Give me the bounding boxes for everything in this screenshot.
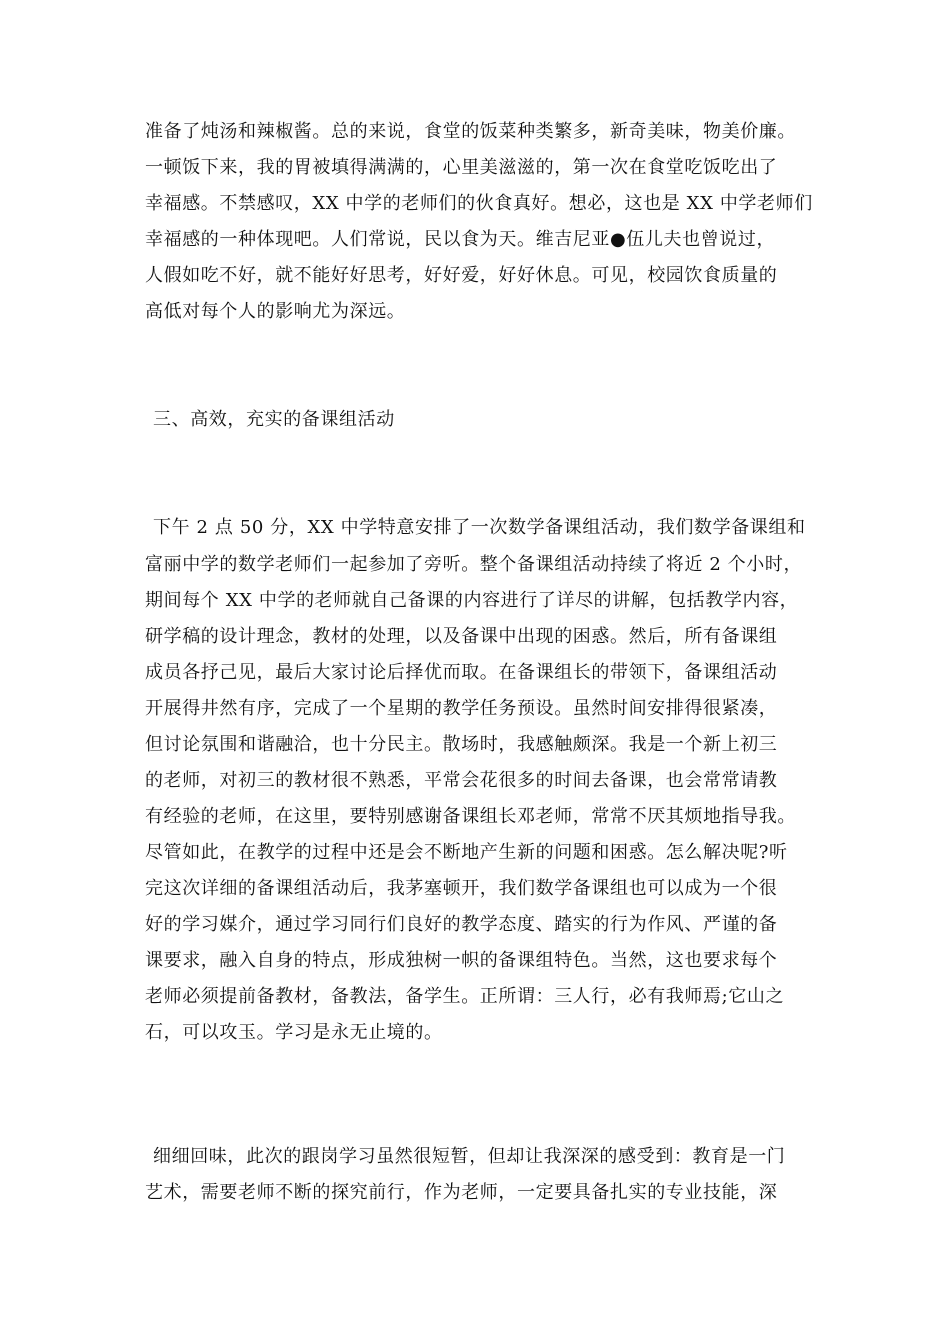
text-line: 石，可以攻玉。学习是永无止境的。 — [145, 1022, 443, 1043]
text-line: 幸福感的一种体现吧。人们常说，民以食为天。维吉尼亚●伍儿夫也曾说过， — [145, 229, 776, 250]
text-line: 一顿饭下来，我的胃被填得满满的，心里美滋滋的，第一次在食堂吃饭吃出了 — [145, 157, 778, 178]
text-line: 好的学习媒介，通过学习同行们良好的教学态度、踏实的行为作风、严谨的备 — [145, 914, 778, 935]
section-heading: 三、高效，充实的备课组活动 — [153, 409, 395, 430]
text-line: 课要求，融入自身的特点，形成独树一帜的备课组特色。当然，这也要求每个 — [145, 950, 778, 971]
text-line: 尽管如此，在教学的过程中还是会不断地产生新的问题和困惑。怎么解决呢?听 — [145, 842, 788, 863]
text-line: 高低对每个人的影响尤为深远。 — [145, 301, 406, 322]
text-line: 准备了炖汤和辣椒酱。总的来说，食堂的饭菜种类繁多，新奇美味，物美价廉。 — [145, 121, 796, 142]
text-line: 下午 2 点 50 分，XX 中学特意安排了一次数学备课组活动，我们数学备课组和 — [153, 517, 806, 538]
text-line: 幸福感。不禁感叹，XX 中学的老师们的伙食真好。想必，这也是 XX 中学老师们 — [145, 193, 813, 214]
text-line: 完这次详细的备课组活动后，我茅塞顿开，我们数学备课组也可以成为一个很 — [145, 878, 778, 899]
text-line: 艺术，需要老师不断的探究前行，作为老师，一定要具备扎实的专业技能，深 — [145, 1182, 778, 1203]
text-line: 研学稿的设计理念，教材的处理，以及备课中出现的困惑。然后，所有备课组 — [145, 626, 778, 647]
text-line: 细细回味，此次的跟岗学习虽然很短暂，但却让我深深的感受到：教育是一门 — [153, 1146, 786, 1167]
text-line: 的老师，对初三的教材很不熟悉，平常会花很多的时间去备课，也会常常请教 — [145, 770, 778, 791]
text-line: 但讨论氛围和谐融洽，也十分民主。散场时，我感触颇深。我是一个新上初三 — [145, 734, 778, 755]
text-line: 有经验的老师，在这里，要特别感谢备课组长邓老师，常常不厌其烦地指导我。 — [145, 806, 796, 827]
text-line: 富丽中学的数学老师们一起参加了旁听。整个备课组活动持续了将近 2 个小时， — [145, 554, 803, 575]
text-line: 期间每个 XX 中学的老师就自己备课的内容进行了详尽的讲解，包括教学内容， — [145, 590, 799, 611]
text-line: 人假如吃不好，就不能好好思考，好好爱，好好休息。可见，校园饮食质量的 — [145, 265, 778, 286]
text-line: 开展得井然有序，完成了一个星期的教学任务预设。虽然时间安排得很紧凑， — [145, 698, 778, 719]
text-line: 老师必须提前备教材，备教法，备学生。正所谓：三人行，必有我师焉;它山之 — [145, 986, 785, 1007]
text-line: 成员各抒己见，最后大家讨论后择优而取。在备课组长的带领下，备课组活动 — [145, 662, 778, 683]
